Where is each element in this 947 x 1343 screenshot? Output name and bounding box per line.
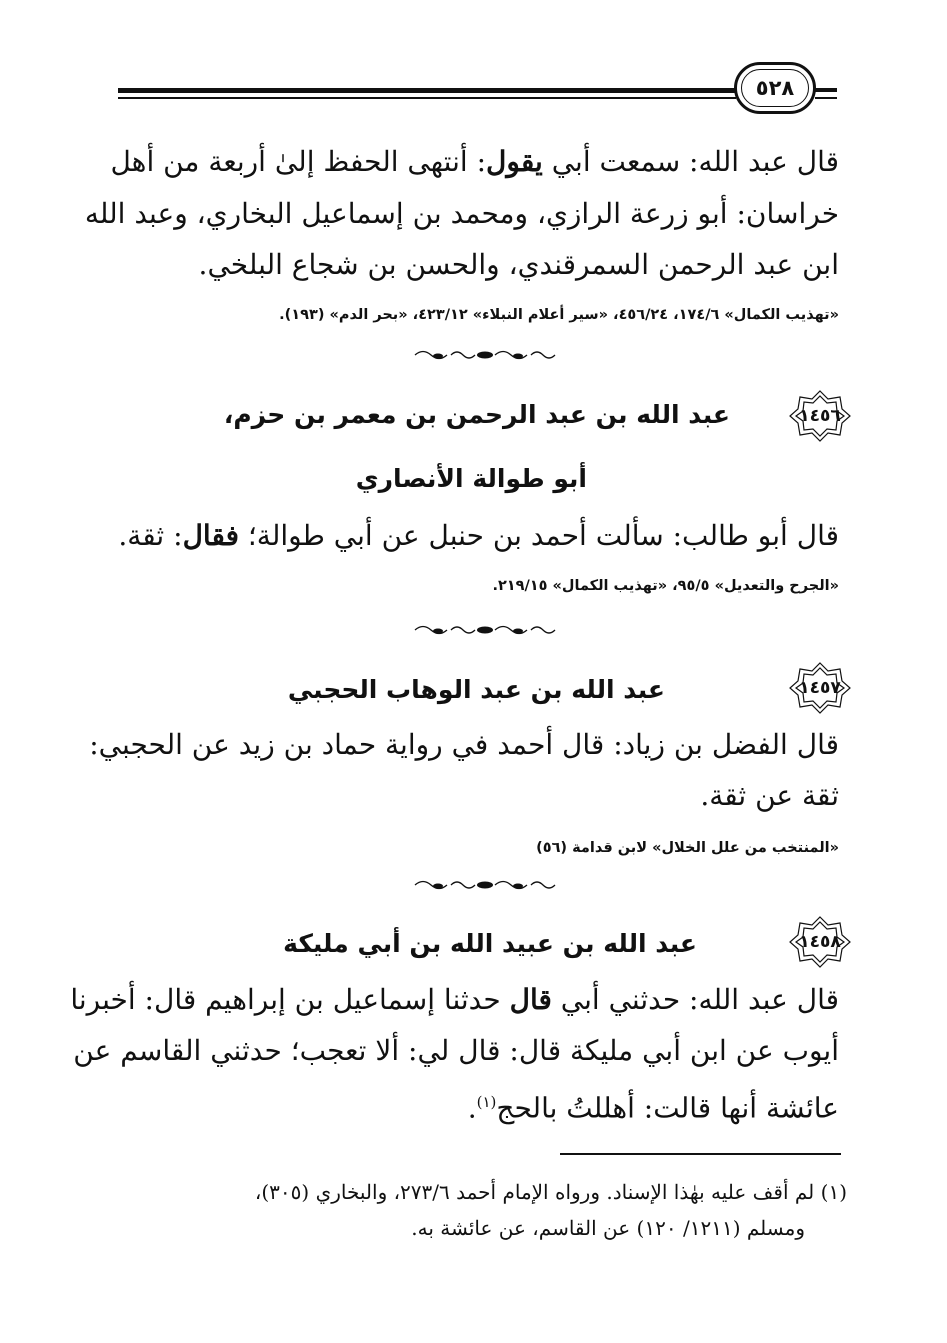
text-line: [110, 142, 839, 182]
entry-number: ١٤٥٨: [799, 932, 841, 952]
text-line: [70, 980, 839, 1020]
bold-word: قال: [509, 983, 552, 1016]
bold-word: يقول: [486, 145, 543, 178]
text-line: ابن عبد الرحمن السمرقندي، والحسن بن شجاع البلخي.: [198, 248, 839, 281]
source-reference: «المنتخب من علل الخلال» لابن قدامة (٥٦): [536, 840, 839, 856]
source-reference: «الجرح والتعديل» ٩٥/٥، «تهذيب الكمال» ٢١٩/١٥.: [492, 578, 839, 594]
header-rule: [118, 88, 736, 93]
text-run: قال عبد الله: سمعت أبي: [542, 145, 839, 178]
entry-number-badge: [788, 915, 852, 969]
text-run: عائشة أنها قالت: أهللتُ بالحج: [496, 1091, 839, 1125]
separator-ornament: [410, 347, 560, 363]
text-line: خراسان: أبو زرعة الرازي، ومحمد بن إسماعيل البخاري، وعبد الله: [84, 197, 839, 230]
footnote-text: لم أقف عليه بهٰذا الإسناد. ورواه الإمام أحمد ٢٧٣/٦، والبخاري (٣٠٥)،: [254, 1180, 815, 1204]
entry-number-badge: [788, 661, 852, 715]
entry-heading: عبد الله بن عبد الرحمن بن معمر بن حزم،: [223, 400, 730, 429]
text-line: ثقة عن ثقة.: [700, 779, 839, 812]
footnote-line: ومسلم (١٢١١/ ١٢٠) عن القاسم، عن عائشة به.: [411, 1216, 805, 1240]
entry-number-badge: [788, 389, 852, 443]
footnote-ref[interactable]: (١): [476, 1093, 497, 1111]
entry-heading: أبو طوالة الأنصاري: [355, 464, 587, 493]
footnote-rule: [560, 1153, 841, 1155]
entry-heading: عبد الله بن عبد الوهاب الحجبي: [287, 675, 665, 704]
text-run: : أنتهى الحفظ إلىٰ أربعة من أهل: [110, 145, 487, 178]
text-line: قال الفضل بن زياد: قال أحمد في رواية حماد بن زيد عن الحجبي:: [89, 728, 839, 761]
footnote-line: [255, 1178, 847, 1206]
text-run: حدثنا إسماعيل بن إبراهيم قال: أخبرنا: [70, 983, 510, 1016]
header-rule-right: [815, 88, 837, 92]
text-run: .: [467, 1091, 477, 1125]
text-line: [118, 516, 839, 556]
text-run: : ثقة.: [118, 519, 183, 552]
text-run: قال عبد الله: حدثني أبي: [551, 983, 839, 1016]
page-number: ٥٢٨: [734, 62, 816, 114]
text-line: [468, 1082, 839, 1128]
text-run: قال أبو طالب: سألت أحمد بن حنبل عن أبي طوالة؛: [239, 519, 839, 552]
source-reference: «تهذيب الكمال» ١٧٤/٦، ٤٥٦/٢٤، «سير أعلام النبلاء» ٤٢٣/١٢، «بحر الدم» (١٩٣).: [279, 307, 839, 323]
separator-ornament: [410, 877, 560, 893]
entry-number: ١٤٥٧: [799, 678, 841, 698]
separator-ornament: [410, 622, 560, 638]
text-line: أيوب عن ابن أبي مليكة قال: قال لي: ألا تعجب؛ حدثني القاسم عن: [73, 1034, 839, 1067]
entry-heading: عبد الله بن عبيد الله بن أبي مليكة: [283, 929, 697, 958]
header-rule-thin: [118, 97, 736, 99]
bold-word: فقال: [182, 519, 239, 552]
entry-number: ١٤٥٦: [799, 406, 841, 426]
header-rule-right-thin: [815, 97, 837, 99]
footnote-marker: (١): [820, 1180, 847, 1204]
